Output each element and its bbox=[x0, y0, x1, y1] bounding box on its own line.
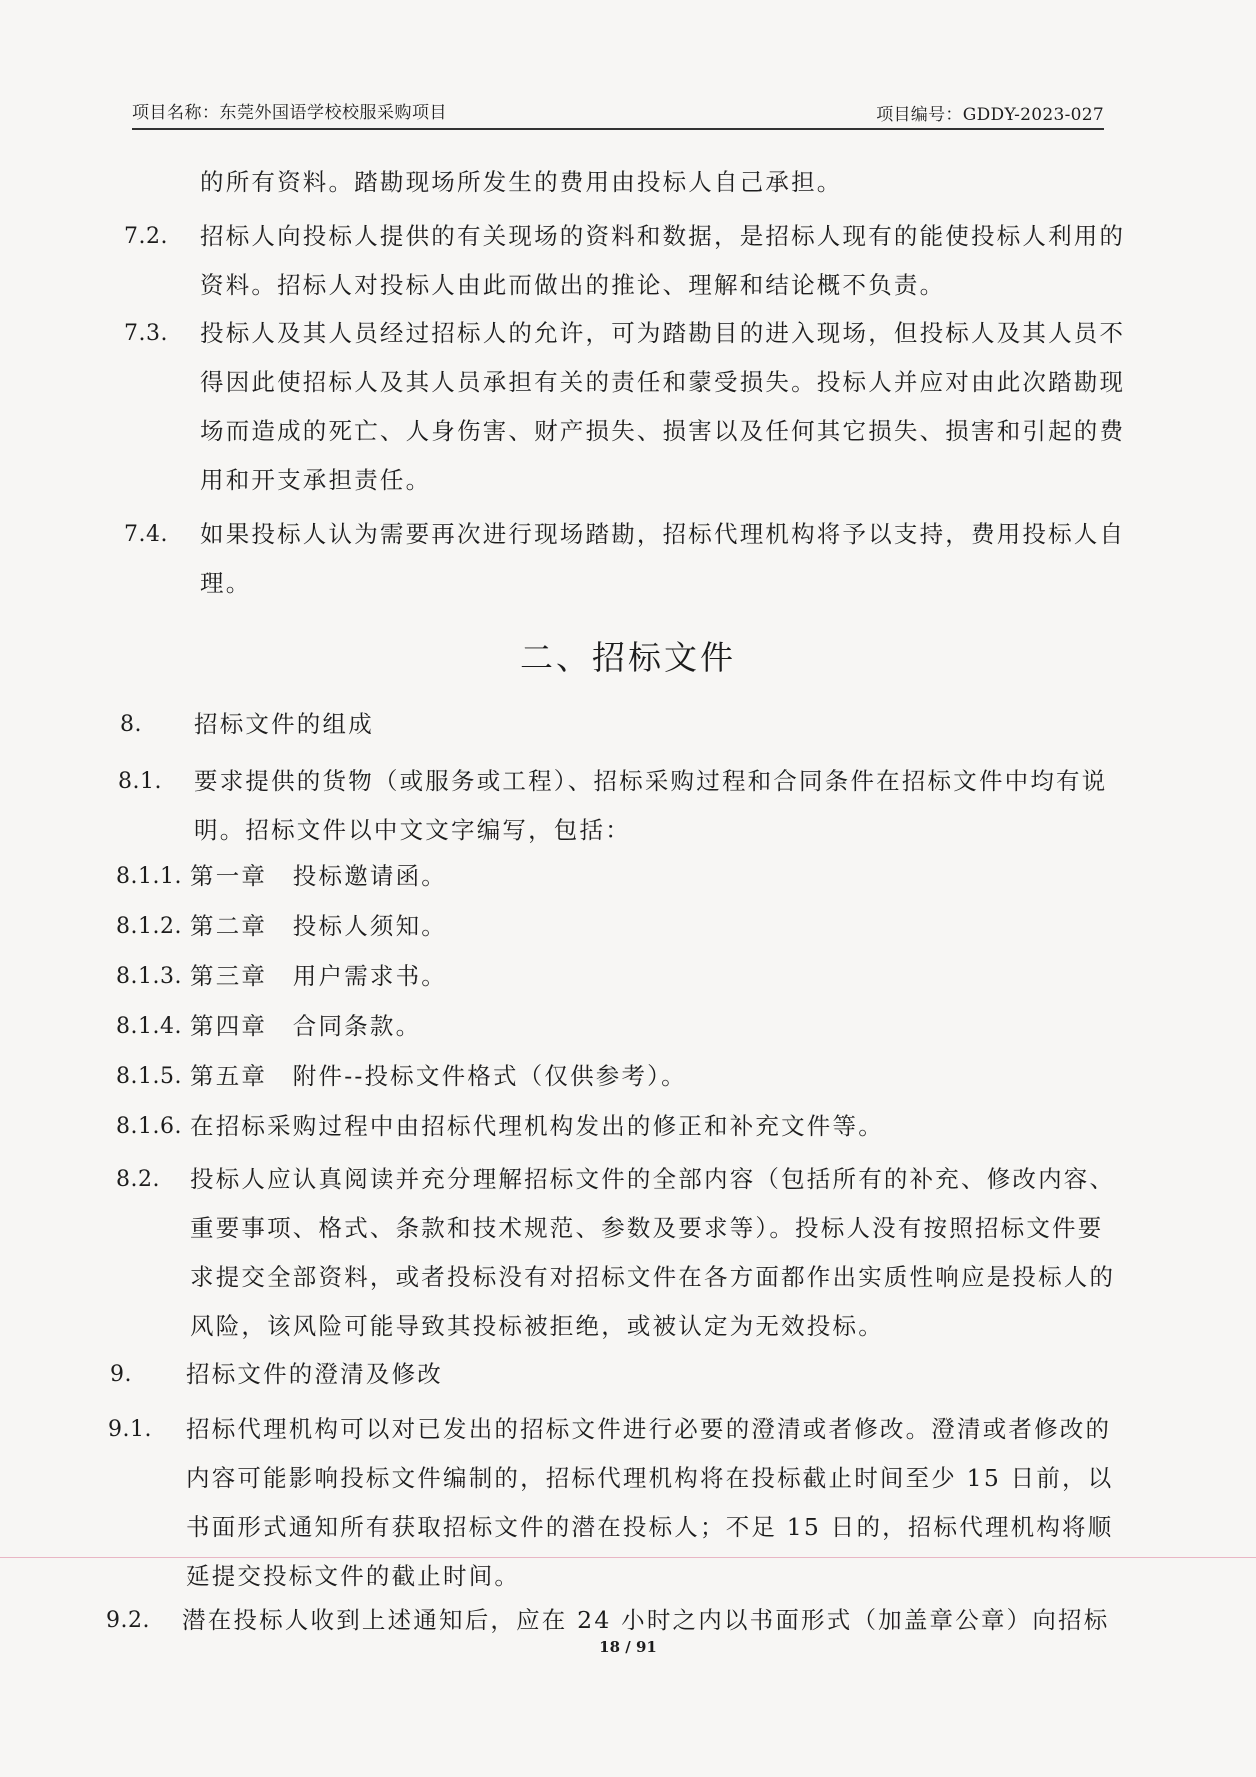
text-line: 第二章 投标人须知。 bbox=[190, 912, 447, 940]
text-line: 招标代理机构可以对已发出的招标文件进行必要的澄清或者修改。澄清或者修改的 bbox=[186, 1415, 1112, 1443]
text-line: 求提交全部资料，或者投标没有对招标文件在各方面都作出实质性响应是投标人的 bbox=[190, 1263, 1116, 1291]
text-line: 内容可能影响投标文件编制的，招标代理机构将在投标截止时间至少 15 日前，以 bbox=[186, 1464, 1114, 1492]
text-line: 潜在投标人收到上述通知后，应在 24 小时之内以书面形式（加盖章公章）向招标 bbox=[182, 1606, 1110, 1634]
clause-8-1-5 bbox=[190, 1052, 687, 1101]
clause-8 bbox=[194, 700, 374, 749]
text-line: 延提交投标文件的截止时间。 bbox=[186, 1562, 521, 1590]
text-line: 要求提供的货物（或服务或工程）、招标采购过程和合同条件在招标文件中均有说 bbox=[194, 767, 1108, 795]
clause-number: 9.2. bbox=[106, 1608, 150, 1633]
clause-number: 8.1.1. bbox=[116, 864, 182, 889]
text-line: 重要事项、格式、条款和技术规范、参数及要求等）。投标人没有按照招标文件要 bbox=[190, 1214, 1104, 1242]
text-line: 投标人及其人员经过招标人的允许，可为踏勘目的进入现场，但投标人及其人员不 bbox=[200, 319, 1126, 347]
text-line: 第一章 投标邀请函。 bbox=[190, 862, 447, 890]
text-line: 资料。招标人对投标人由此而做出的推论、理解和结论概不负责。 bbox=[200, 271, 946, 299]
project-name: 项目名称：东莞外国语学校校服采购项目 bbox=[132, 103, 447, 123]
clause-8-2 bbox=[190, 1155, 1115, 1351]
clause-8-1-2 bbox=[190, 902, 447, 951]
text-line: 第三章 用户需求书。 bbox=[190, 962, 447, 990]
text-line: 明。招标文件以中文文字编写，包括： bbox=[194, 816, 631, 844]
text-line: 风险，该风险可能导致其投标被拒绝，或被认定为无效投标。 bbox=[190, 1312, 884, 1340]
text-line: 第四章 合同条款。 bbox=[190, 1012, 422, 1040]
text-line: 招标人向投标人提供的有关现场的资料和数据，是招标人现有的能使投标人利用的 bbox=[200, 222, 1126, 250]
clause-7-3 bbox=[200, 309, 1125, 505]
clause-number: 7.2. bbox=[124, 224, 168, 249]
clause-number: 9.1. bbox=[108, 1417, 152, 1442]
text-line: 招标文件的澄清及修改 bbox=[186, 1360, 443, 1388]
clause-9-1 bbox=[186, 1405, 1113, 1601]
text-line: 用和开支承担责任。 bbox=[200, 466, 432, 494]
page-header bbox=[132, 94, 1104, 130]
clause-7-2 bbox=[200, 212, 1125, 310]
page-number: 18 / 91 bbox=[599, 1638, 657, 1656]
clause-number: 8.2. bbox=[116, 1167, 160, 1192]
text-line: 场而造成的死亡、人身伤害、财产损失、损害以及任何其它损失、损害和引起的费 bbox=[200, 417, 1126, 445]
scan-artifact-line bbox=[0, 1557, 1256, 1558]
text-line: 的所有资料。踏勘现场所发生的费用由投标人自己承担。 bbox=[200, 168, 843, 196]
clause-8-1 bbox=[194, 757, 1107, 855]
clause-8-1-4 bbox=[190, 1002, 421, 1051]
clause-8-1-3 bbox=[190, 952, 447, 1001]
text-line: 得因此使招标人及其人员承担有关的责任和蒙受损失。投标人并应对由此次踏勘现 bbox=[200, 368, 1126, 396]
clause-9 bbox=[186, 1350, 443, 1399]
project-number: 项目编号：GDDY-2023-027 bbox=[876, 105, 1104, 125]
clause-number: 8.1.3. bbox=[116, 964, 182, 989]
clause-number: 8.1.6. bbox=[116, 1114, 182, 1139]
text-line: 招标文件的组成 bbox=[194, 710, 374, 738]
clause-7-4 bbox=[200, 510, 1125, 608]
clause-number: 8.1. bbox=[118, 769, 162, 794]
text-line: 第五章 附件--投标文件格式（仅供参考）。 bbox=[190, 1062, 687, 1090]
clause-number: 7.3. bbox=[124, 321, 168, 346]
clause-number: 8. bbox=[120, 712, 142, 737]
clause-number: 9. bbox=[110, 1362, 132, 1387]
clause-8-1-6 bbox=[190, 1102, 884, 1151]
section-heading: 二、招标文件 bbox=[520, 638, 736, 677]
clause-number: 7.4. bbox=[124, 522, 168, 547]
text-line: 在招标采购过程中由招标代理机构发出的修正和补充文件等。 bbox=[190, 1112, 884, 1140]
text-line: 投标人应认真阅读并充分理解招标文件的全部内容（包括所有的补充、修改内容、 bbox=[190, 1165, 1116, 1193]
text-line: 理。 bbox=[200, 569, 252, 597]
text-line: 如果投标人认为需要再次进行现场踏勘，招标代理机构将予以支持，费用投标人自 bbox=[200, 520, 1126, 548]
clause-8-1-1 bbox=[190, 852, 447, 901]
clause-number: 8.1.2. bbox=[116, 914, 182, 939]
clause-number: 8.1.5. bbox=[116, 1064, 182, 1089]
text-line: 书面形式通知所有获取招标文件的潜在投标人；不足 15 日的，招标代理机构将顺 bbox=[186, 1513, 1114, 1541]
clause-number: 8.1.4. bbox=[116, 1014, 182, 1039]
paragraph-7-1-cont bbox=[200, 158, 843, 207]
